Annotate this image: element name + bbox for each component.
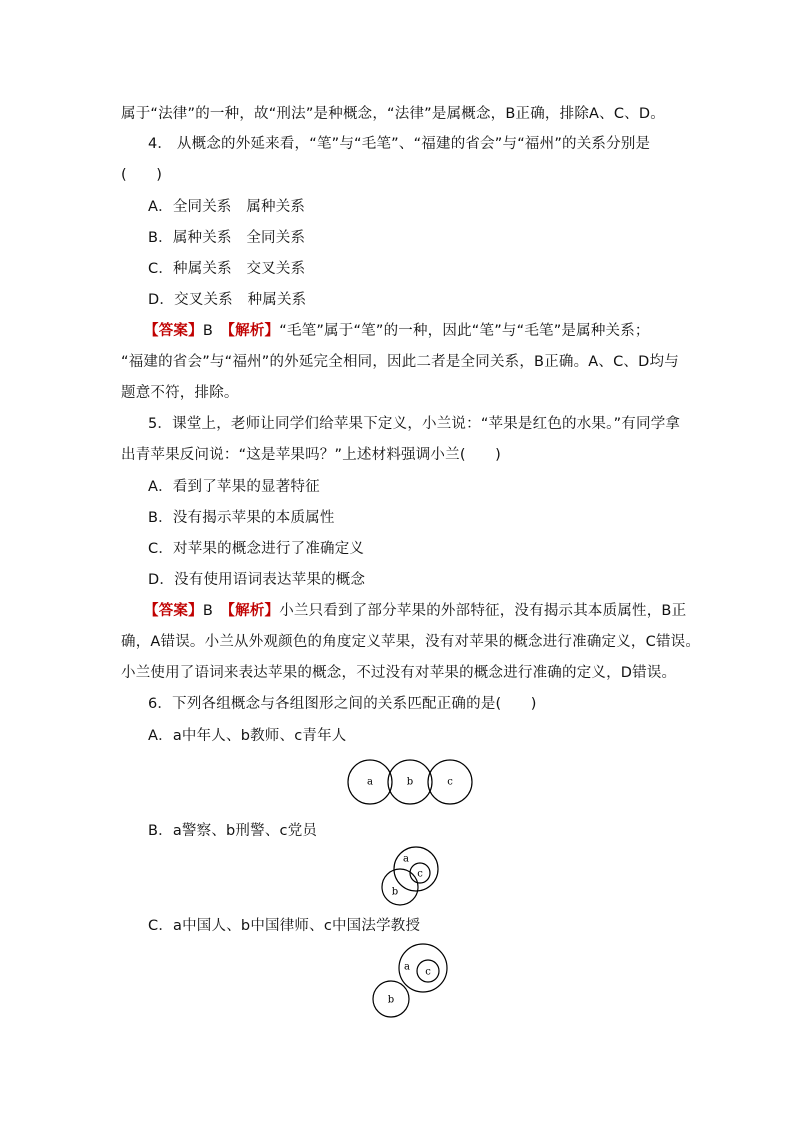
q5-option-b: B．没有揭示苹果的本质属性: [148, 510, 335, 526]
analysis-tag: 【解析】: [227, 603, 280, 619]
line-0: 属于“法律”的一种，故“刑法”是种概念，“法律”是属概念，B正确，排除A、C、D。: [121, 106, 665, 122]
q4-option-a: A．全同关系 属种关系: [148, 199, 306, 215]
label-c: c: [425, 966, 431, 978]
q5-option-d: D．没有使用语词表达苹果的概念: [148, 572, 366, 588]
q4-analysis-2: “福建的省会”与“福州”的外延完全相同，因此二者是全同关系，B正确。A、C、D均与: [121, 354, 679, 370]
label-a: a: [404, 961, 410, 973]
answer-value: B: [202, 323, 213, 339]
q6-stem: 6．下列各组概念与各组图形之间的关系匹配正确的是( ): [148, 696, 537, 712]
analysis-tag: 【解析】: [227, 323, 280, 339]
q4-analysis-3: 题意不符，排除。: [121, 385, 239, 401]
q5-stem-1: 5．课堂上，老师让同学们给苹果下定义，小兰说：“苹果是红色的水果。”有同学拿: [148, 416, 681, 432]
q4-option-d: D．交叉关系 种属关系: [148, 292, 307, 308]
analysis-text: 小兰只看到了部分苹果的外部特征，没有揭示其本质属性，B正: [279, 603, 687, 619]
q5-answer-line: [144, 601, 686, 621]
q5-option-a: A．看到了苹果的显著特征: [148, 479, 320, 495]
q5-analysis-3: 小兰使用了语词来表达苹果的概念，不过没有对苹果的概念进行准确的定义，D错误。: [121, 665, 677, 681]
q4-option-c: C．种属关系 交叉关系: [148, 261, 306, 277]
analysis-text: “毛笔”属于“笔”的一种，因此“笔”与“毛笔”是属种关系；: [279, 323, 650, 339]
answer-tag: 【答案】: [144, 323, 203, 339]
q4-stem-1: 4． 从概念的外延来看，“笔”与“毛笔”、“福建的省会”与“福州”的关系分别是: [148, 136, 651, 152]
figure-c: [368, 940, 454, 1020]
q6-option-c: C．a中国人、b中国律师、c中国法学教授: [148, 918, 421, 934]
label-c: c: [417, 868, 423, 880]
answer-value: B: [202, 603, 213, 619]
q4-option-b: B．属种关系 全同关系: [148, 230, 306, 246]
label-b: b: [387, 994, 395, 1006]
q5-analysis-2: 确，A错误。小兰从外观颜色的角度定义苹果，没有对苹果的概念进行准确定义，C错误。: [121, 634, 701, 650]
label-a: a: [367, 776, 373, 788]
figure-b: [378, 843, 448, 907]
label-b: b: [406, 776, 414, 788]
q4-answer-line: [144, 321, 650, 341]
q5-stem-2: 出青苹果反问说：“这是苹果吗？”上述材料强调小兰( ): [121, 447, 501, 463]
q6-option-a: A．a中年人、b教师、c青年人: [148, 728, 347, 744]
q6-option-b: B．a警察、b刑警、c党员: [148, 823, 318, 839]
q4-stem-2: ( ): [121, 167, 163, 183]
label-a: a: [403, 853, 409, 865]
answer-tag: 【答案】: [144, 603, 203, 619]
q5-option-c: C．对苹果的概念进行了准确定义: [148, 541, 365, 557]
circle-b: [382, 869, 418, 905]
label-b: b: [391, 886, 399, 898]
label-c: c: [447, 776, 453, 788]
figure-a: [340, 755, 482, 811]
